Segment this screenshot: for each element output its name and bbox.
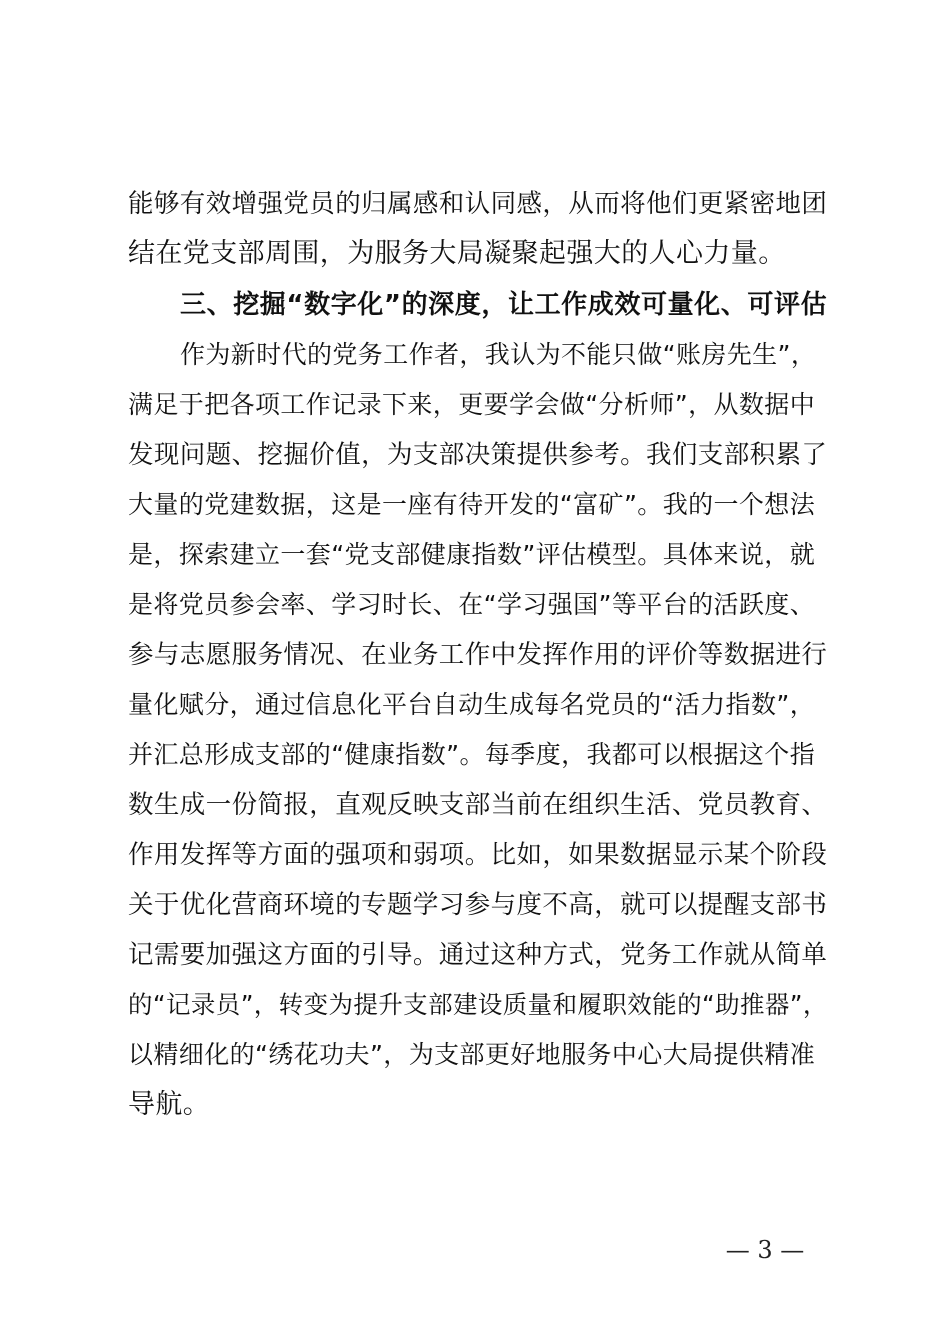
text-line: 满足于把各项工作记录下来，更要学会做“分析师”，从数据中 (128, 390, 816, 419)
text-line: 并汇总形成支部的“健康指数”。每季度，我都可以根据这个指 (128, 740, 816, 769)
text-line: 关于优化营商环境的专题学习参与度不高，就可以提醒支部书 (128, 890, 828, 920)
text-line: 是，探索建立一套“党支部健康指数”评估模型。具体来说，就 (128, 540, 816, 569)
text-line: 作用发挥等方面的强项和弱项。比如，如果数据显示某个阶段 (128, 840, 828, 870)
text-line: 作为新时代的党务工作者，我认为不能只做“账房先生”， (180, 340, 817, 369)
text-line: 是将党员参会率、学习时长、在“学习强国”等平台的活跃度、 (128, 590, 816, 619)
section-heading: 三、挖掘“数字化”的深度，让工作成效可量化、可评估 (180, 290, 828, 320)
text-line: 导航。 (128, 1089, 211, 1120)
text-line: 量化赋分，通过信息化平台自动生成每名党员的“活力指数”， (128, 690, 816, 719)
text-line: 的“记录员”，转变为提升支部建设质量和履职效能的“助推器”， (128, 990, 828, 1019)
page-number: — 3 — (725, 1236, 805, 1264)
text-line: 结在党支部周围，为服务大局凝聚起强大的人心力量。 (128, 238, 786, 269)
text-line: 数生成一份简报，直观反映支部当前在组织生活、党员教育、 (128, 790, 828, 820)
text-line: 记需要加强这方面的引导。通过这种方式，党务工作就从简单 (128, 940, 828, 970)
text-line: 以精细化的“绣花功夫”，为支部更好地服务中心大局提供精准 (128, 1040, 816, 1069)
text-line: 能够有效增强党员的归属感和认同感，从而将他们更紧密地团 (128, 189, 828, 219)
text-line: 参与志愿服务情况、在业务工作中发挥作用的评价等数据进行 (128, 640, 828, 670)
text-line: 大量的党建数据，这是一座有待开发的“富矿”。我的一个想法 (128, 490, 816, 519)
text-line: 发现问题、挖掘价值，为支部决策提供参考。我们支部积累了 (128, 440, 828, 470)
